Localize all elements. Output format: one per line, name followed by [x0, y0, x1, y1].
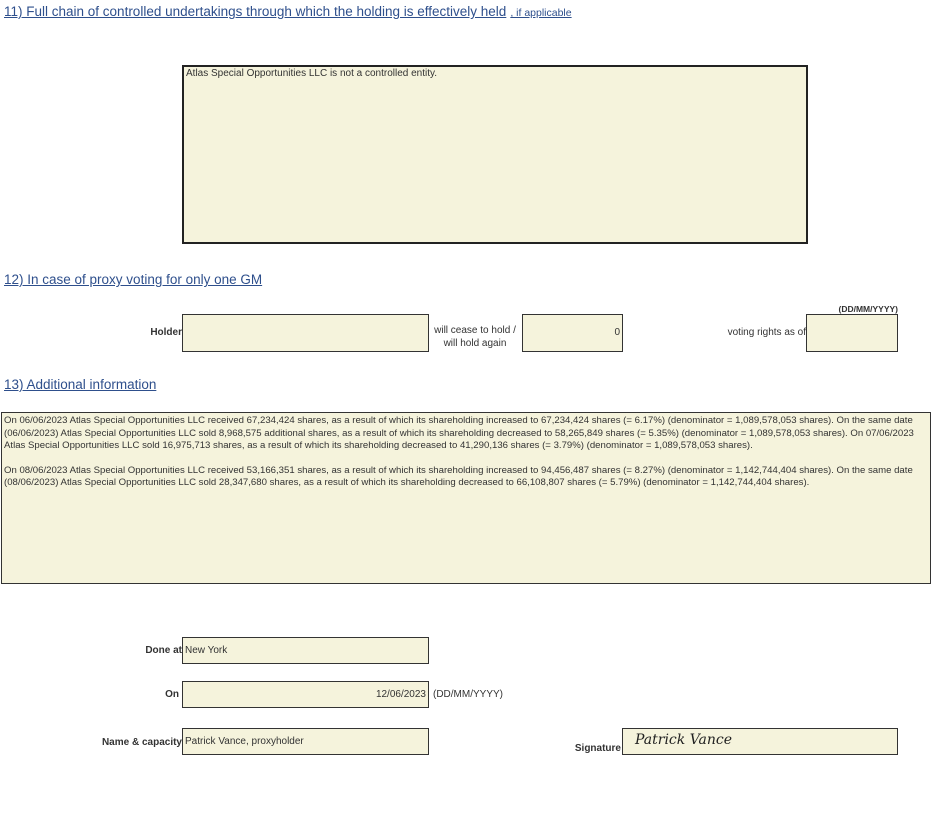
section-13-heading: 13) Additional information — [4, 377, 157, 392]
name-capacity-label: Name & capacity — [101, 737, 182, 748]
cease-hold-label-line1: will cease to hold / — [434, 325, 516, 336]
on-label: On — [165, 689, 179, 700]
controlled-undertakings-field[interactable] — [182, 65, 808, 244]
signature-value: Patrick Vance — [635, 732, 733, 748]
name-capacity-value: Patrick Vance, proxyholder — [185, 736, 304, 747]
controlled-undertakings-value: Atlas Special Opportunities LLC is not a controlled entity. — [186, 68, 438, 79]
holder-field[interactable] — [182, 314, 429, 352]
date-format-hint: (DD/MM/YYYY) — [838, 304, 898, 314]
done-at-field[interactable] — [182, 637, 429, 664]
signature-label: Signature — [574, 743, 621, 754]
section-11-heading — [4, 4, 572, 19]
voting-rights-label: voting rights as of — [727, 327, 806, 338]
section-11-title: 11) Full chain of controlled undertakings through which the holding is effectively held — [4, 4, 507, 19]
quantity-value: 0 — [614, 327, 620, 338]
done-at-label: Done at — [145, 645, 182, 656]
additional-info-paragraph: On 08/06/2023 Atlas Special Opportunities LLC received 53,166,351 shares, as a result of which its shareholding increased to 94,456,487 shares (= 8.27%) (denominator = 1,142,744,404 shares). On the same date (08/06/2023) Atlas Special Opportunities LLC sold 28,347,680 shares, as a result of which its shareholding decreased to 66,108,807 shares (= 5.79%) (denominator = 1,142,744,404 shares). — [4, 464, 913, 488]
quantity-field[interactable] — [522, 314, 623, 352]
voting-rights-date-field[interactable] — [806, 314, 898, 352]
cease-hold-label-line2: will hold again — [443, 338, 507, 349]
on-date-value: 12/06/2023 — [375, 689, 426, 700]
on-date-format-hint: (DD/MM/YYYY) — [433, 689, 503, 700]
holder-label: Holder — [150, 327, 182, 338]
additional-information-field[interactable] — [1, 412, 931, 584]
cease-hold-label — [432, 324, 518, 350]
name-capacity-field[interactable] — [182, 728, 429, 755]
section-12-heading: 12) In case of proxy voting for only one GM — [4, 272, 263, 287]
signature-field[interactable] — [622, 728, 898, 755]
additional-info-paragraph: On 06/06/2023 Atlas Special Opportunities LLC received 67,234,424 shares, as a result of which its shareholding increased to 67,234,424 shares (= 6.17%) (denominator = 1,089,578,053 shares). On the same date (06/06/2023) Atlas Special Opportunities LLC sold 8,968,575 additional shares, as a result of which its shareholding decreased to 58,265,849 shares (= 5.35%) (denominator = 1,089,578,053 shares). On 07/06/2023 Atlas Special Opportunities LLC sold 16,975,713 shares, as a result of which its shareholding decreased to 41,290,136 shares (= 3.79%) (denominator = 1,089,578,053 shares). — [4, 415, 914, 451]
done-at-value: New York — [185, 645, 228, 656]
on-date-field[interactable] — [182, 681, 429, 708]
section-11-note: , if applicable — [510, 7, 572, 19]
